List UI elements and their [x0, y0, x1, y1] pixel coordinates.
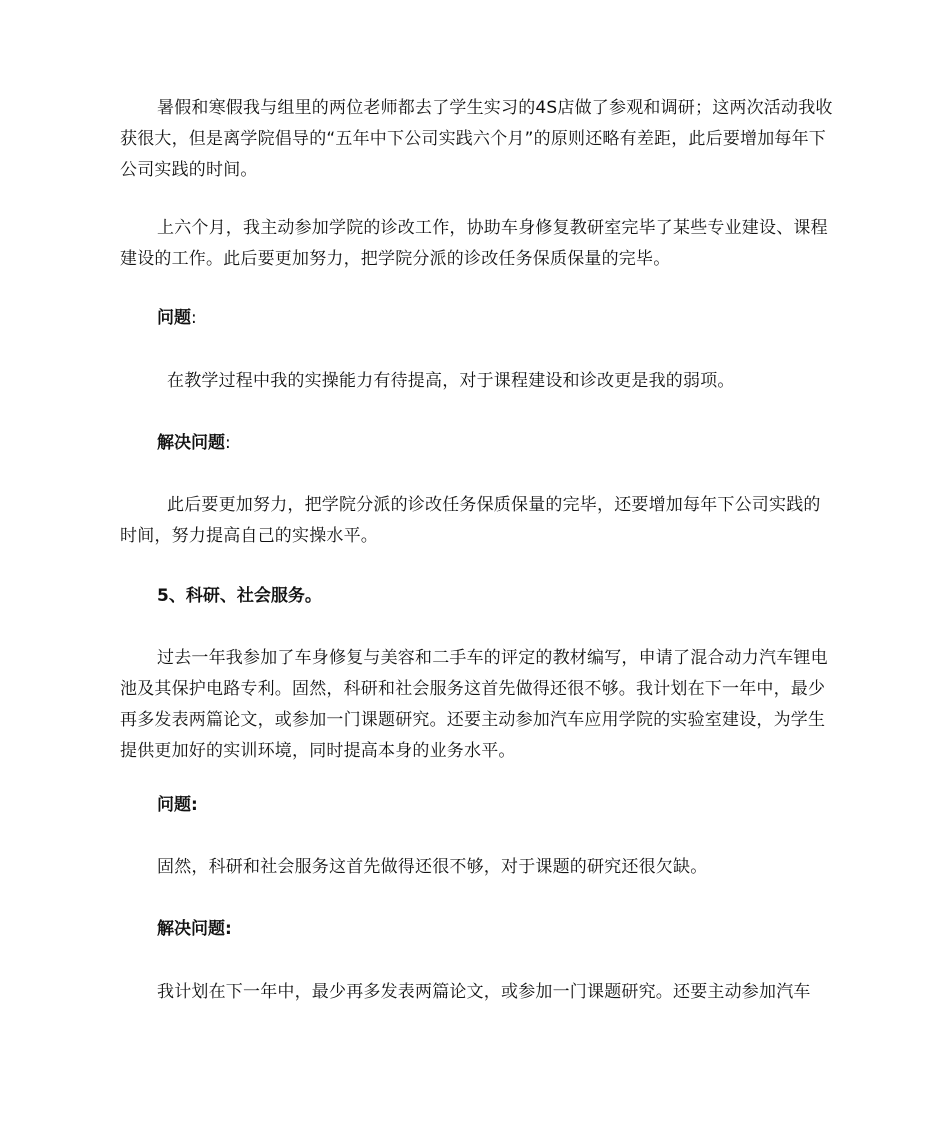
paragraph-solution-2: 我计划在下一年中，最少再多发表两篇论文，或参加一门课题研究。还要主动参加汽车 — [157, 982, 811, 1002]
section-5-heading — [157, 581, 322, 612]
paragraph-research-service: 过去一年我参加了车身修复与美容和二手车的评定的教材编写，申请了混合动力汽车锂电池及其保护电路专利。固然，科研和社会服务这首先做得还很不够。我计划在下一年中，最少再多发表两篇论文，或参加一门课题研究。还要主动参加汽车应用学院的实验室建设，为学生提供更加好的实训环境，同时提高本身的业务水平。 — [120, 648, 828, 761]
paragraph-diagnosis-work: 上六个月，我主动参加学院的诊改工作，协助车身修复教研室完毕了某些专业建设、课程建设的工作。此后要更加努力，把学院分派的诊改任务保质保量的完毕。 — [120, 218, 828, 269]
heading-solution-1-label: 解决问题 — [157, 433, 225, 453]
heading-problem-1 — [157, 303, 197, 334]
heading-problem-2 — [157, 790, 198, 821]
heading-solution-1 — [157, 428, 231, 459]
paragraph-solution-1: 此后要更加努力，把学院分派的诊改任务保质保量的完毕，还要增加每年下公司实践的时间，努力提高自己的实操水平。 — [120, 495, 821, 546]
heading-problem-2-label: 问题: — [157, 795, 198, 815]
heading-solution-2-label: 解决问题: — [157, 919, 232, 939]
heading-problem-1-colon: : — [191, 308, 197, 328]
heading-solution-2 — [157, 914, 232, 945]
heading-solution-1-colon: : — [225, 433, 231, 453]
paragraph-problem-1: 在教学过程中我的实操能力有待提高，对于课程建设和诊改更是我的弱项。 — [167, 371, 735, 391]
section-5-title: 5、科研、社会服务。 — [157, 586, 322, 606]
heading-problem-1-label: 问题 — [157, 308, 191, 328]
paragraph-problem-2: 固然，科研和社会服务这首先做得还很不够，对于课题的研究还很欠缺。 — [157, 857, 708, 877]
paragraph-field-visit: 暑假和寒假我与组里的两位老师都去了学生实习的4S店做了参观和调研；这两次活动我收获很大，但是离学院倡导的“五年中下公司实践六个月”的原则还略有差距，此后要增加每年下公司实践的时间。 — [120, 98, 833, 180]
